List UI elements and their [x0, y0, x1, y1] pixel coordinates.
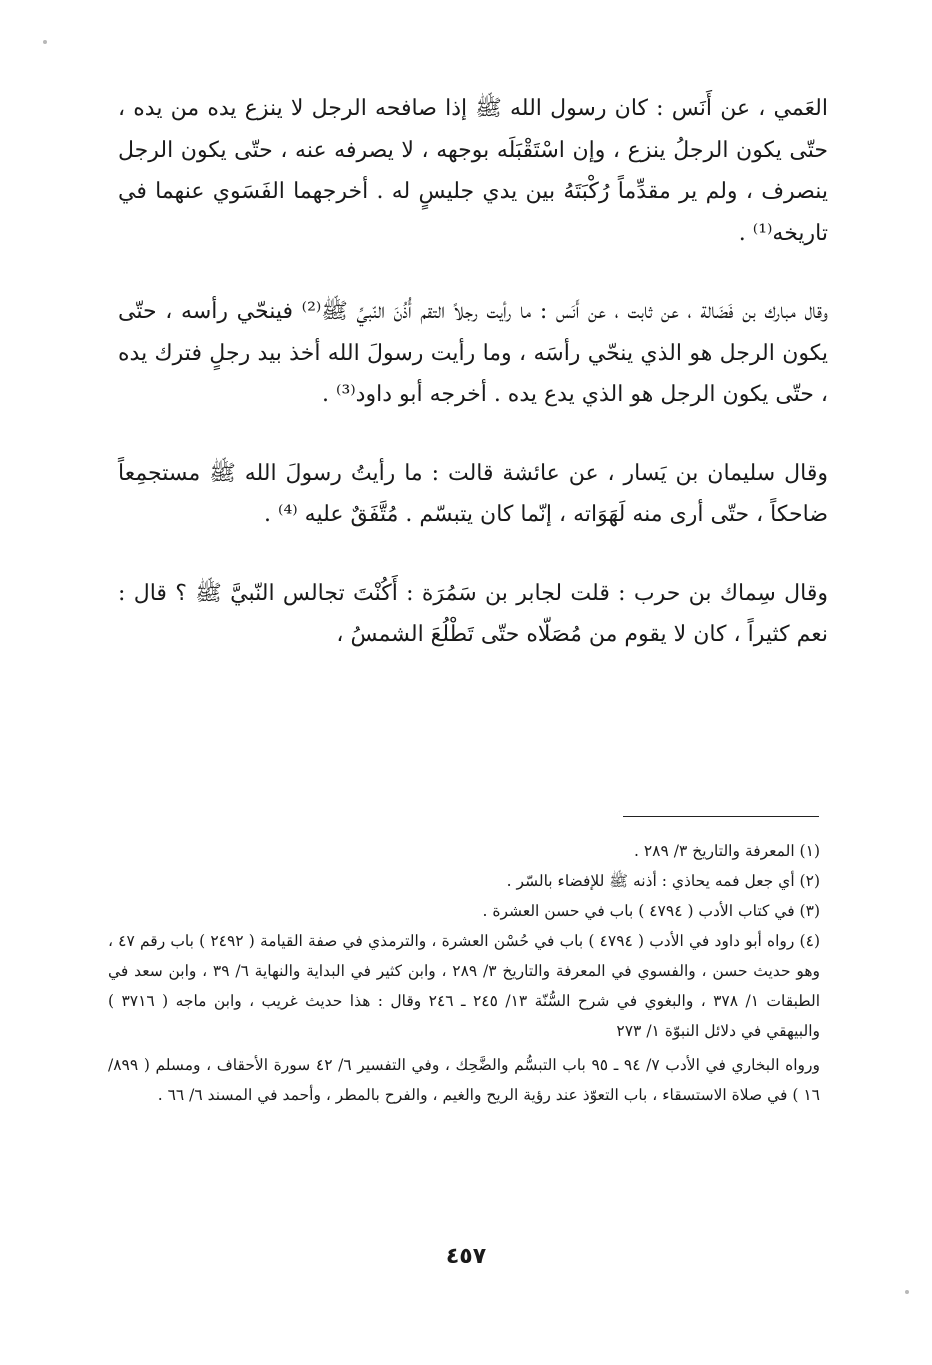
scan-speck — [905, 1290, 909, 1294]
paragraph-2: وقال مبارك بن فَضَالة ، عن ثابت ، عن أَنَس : ما رأيت رجلاً التقم أُذُنَ النّبيِّ ﷺ⁽²⁾ فينحّي رأسه ، حتّى يكون الرجل هو الذي ينحّي رأسَه ، وما رأيت رسولَ الله أخذ بيد رجلٍ فترك يده ، حتّى يكون الرجل هو الذي يدع يده . أخرجه أبو داود⁽³⁾ . — [118, 299, 828, 407]
page-number: ٤٥٧ — [445, 1244, 487, 1269]
footnote-1: (١) المعرفة والتاريخ ٣/ ٢٨٩ . — [633, 842, 820, 860]
footnote-3: (٣) في كتاب الأدب ( ٤٧٩٤ ) باب في حسن العشرة . — [482, 902, 820, 920]
footnote-2: (٢) أي جعل فمه يحاذي : أذنه ﷺ للإفضاء بالسّر . — [506, 872, 820, 890]
footnote-4: (٤) رواه أبو داود في الأدب ( ٤٧٩٤ ) باب في حُسْن العشرة ، والترمذي في صفة القيامة ( ٢٤٩٢ ) باب رقم ٤٧ ، وهو حديث حسن ، والفسوي في المعرفة والتاريخ ٣/ ٢٨٩ ، وابن كثير في البداية والنهاية ٦/ ٣٩ ، وابن سعد في الطبقات ١/ ٣٧٨ ، والبغوي في شرح السُّنّة ١٣/ ٢٤٥ ـ ٢٤٦ وقال : هذا حديث غريب ، وابن ماجه ( ٣٧١٦ ) والبيهقي في دلائل النبوّة ١/ ٢٧٣ — [108, 932, 820, 1040]
paragraph-4: وقال سِماك بن حرب : قلت لجابر بن سَمُرَة : أَكُنْتَ تجالس النّبيَّ ﷺ ؟ قال : نعم كثيراً ، كان لا يقوم من مُصَلّاه حتّى تَطْلُعَ الشمسُ ، — [118, 580, 828, 647]
scan-speck — [43, 40, 47, 44]
paragraph-1: العَمي ، عن أَنَس : كان رسول الله ﷺ إذا صافحه الرجل لا ينزع يده من يده ، حتّى يكون الرجلُ ينزع ، وإن اسْتَقْبَلَه بوجهه ، لا يصرفه عنه ، حتّى يكون الرجل ينصرف ، ولم ير مقدِّماً رُكْبَتَهُ بين يدي جليسٍ له . أخرجهما الفَسَوي عنهما في تاريخه⁽¹⁾ . — [118, 96, 828, 246]
main-text — [118, 88, 828, 656]
footnote-4-continuation: ورواه البخاري في الأدب ٧/ ٩٤ ـ ٩٥ باب التبسُّم والضَّحِك ، وفي التفسير ٦/ ٤٢ سورة الأحقاف ، ومسلم ( ٨٩٩/ ١٦ ) في صلاة الاستسقاء ، باب التعوّذ عند رؤية الريح والغيم ، والفرح بالمطر ، وأحمد في المسند ٦/ ٦٦ . — [108, 1056, 820, 1104]
footnotes — [108, 836, 820, 1110]
footnote-separator — [623, 816, 819, 817]
paragraph-3: وقال سليمان بن يَسار ، عن عائشة قالت : ما رأيتُ رسولَ الله ﷺ مستجمِعاً ضاحكاً ، حتّى أرى منه لَهَوَاته ، إنّما كان يتبسّم . مُتَّفَقٌ عليه ⁽⁴⁾ . — [118, 460, 828, 527]
